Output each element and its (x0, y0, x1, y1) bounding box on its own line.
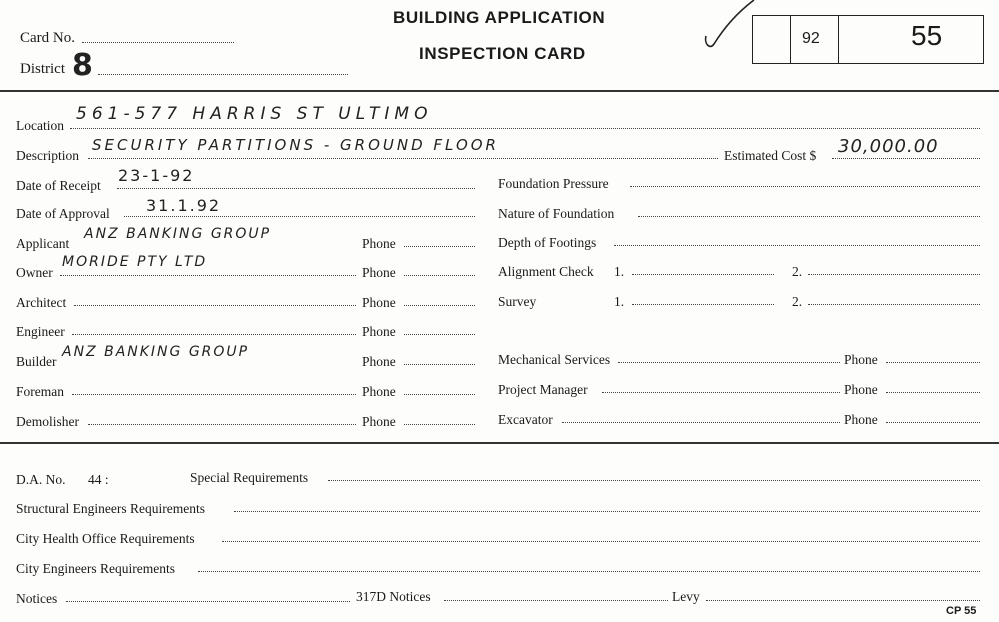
excavator-label: Excavator (498, 412, 553, 427)
engineer-label: Engineer (16, 324, 65, 339)
divider-top (0, 90, 999, 92)
form-title: BUILDING APPLICATION (393, 8, 606, 27)
depth-footings-label: Depth of Footings (498, 235, 597, 250)
date-receipt-label: Date of Receipt (16, 178, 101, 193)
check-mark-icon (700, 0, 760, 54)
form-subtitle: INSPECTION CARD (419, 44, 586, 63)
description-label: Description (16, 148, 79, 163)
location-value: 561-577 HARRIS ST ULTIMO (76, 104, 433, 124)
survey-num1: 1. (614, 294, 625, 309)
foreman-label: Foreman (16, 384, 64, 399)
demolisher-phone-label: Phone (362, 414, 396, 429)
project-manager-phone-label: Phone (844, 382, 878, 397)
mechanical-label: Mechanical Services (498, 352, 611, 367)
foundation-pressure-label: Foundation Pressure (498, 176, 609, 191)
divider-middle (0, 442, 999, 444)
notices-label: Notices (16, 591, 58, 606)
structural-label: Structural Engineers Requirements (16, 501, 205, 516)
applicant-phone-label: Phone (362, 236, 396, 251)
card-no-field (82, 42, 234, 43)
estimated-cost-label: Estimated Cost $ (724, 148, 817, 163)
engineer-phone-label: Phone (362, 324, 396, 339)
foreman-phone-label: Phone (362, 384, 396, 399)
levy-label: Levy (672, 589, 700, 604)
owner-label: Owner (16, 265, 53, 280)
survey-num2: 2. (792, 294, 803, 309)
district-label: District (20, 61, 65, 77)
applicant-label: Applicant (16, 236, 70, 251)
architect-phone-label: Phone (362, 295, 396, 310)
builder-label: Builder (16, 354, 57, 369)
date-receipt-value: 23-1-92 (118, 166, 195, 185)
builder-value: ANZ BANKING GROUP (62, 344, 250, 360)
owner-value: MORIDE PTY LTD (62, 254, 208, 270)
survey-label: Survey (498, 294, 537, 309)
alignment-num2: 2. (792, 264, 803, 279)
alignment-num1: 1. (614, 264, 625, 279)
location-label: Location (16, 118, 64, 133)
notices-317d-label: 317D Notices (356, 589, 431, 604)
district-value: 8 (72, 48, 93, 83)
owner-phone-label: Phone (362, 265, 396, 280)
mechanical-phone-label: Phone (844, 352, 878, 367)
box-number: 55 (911, 20, 943, 51)
excavator-phone-label: Phone (844, 412, 878, 427)
da-no-value: 44 : (88, 472, 109, 487)
box-year: 92 (802, 30, 820, 47)
da-no-label: D.A. No. (16, 472, 66, 487)
alignment-check-label: Alignment Check (498, 264, 594, 279)
nature-foundation-label: Nature of Foundation (498, 206, 615, 221)
description-value: SECURITY PARTITIONS - GROUND FLOOR (92, 136, 499, 154)
card-no-label: Card No. (20, 30, 75, 46)
project-manager-label: Project Manager (498, 382, 588, 397)
special-label: Special Requirements (190, 470, 309, 485)
health-label: City Health Office Requirements (16, 531, 195, 546)
builder-phone-label: Phone (362, 354, 396, 369)
form-code: CP 55 (946, 605, 977, 617)
estimated-cost-value: 30,000.00 (838, 136, 939, 157)
date-approval-label: Date of Approval (16, 206, 110, 221)
district-field (98, 74, 348, 75)
date-approval-value: 31.1.92 (146, 196, 222, 215)
architect-label: Architect (16, 295, 67, 310)
demolisher-label: Demolisher (16, 414, 79, 429)
application-number-box (752, 15, 984, 64)
applicant-value: ANZ BANKING GROUP (84, 226, 272, 242)
engineers-label: City Engineers Requirements (16, 561, 175, 576)
